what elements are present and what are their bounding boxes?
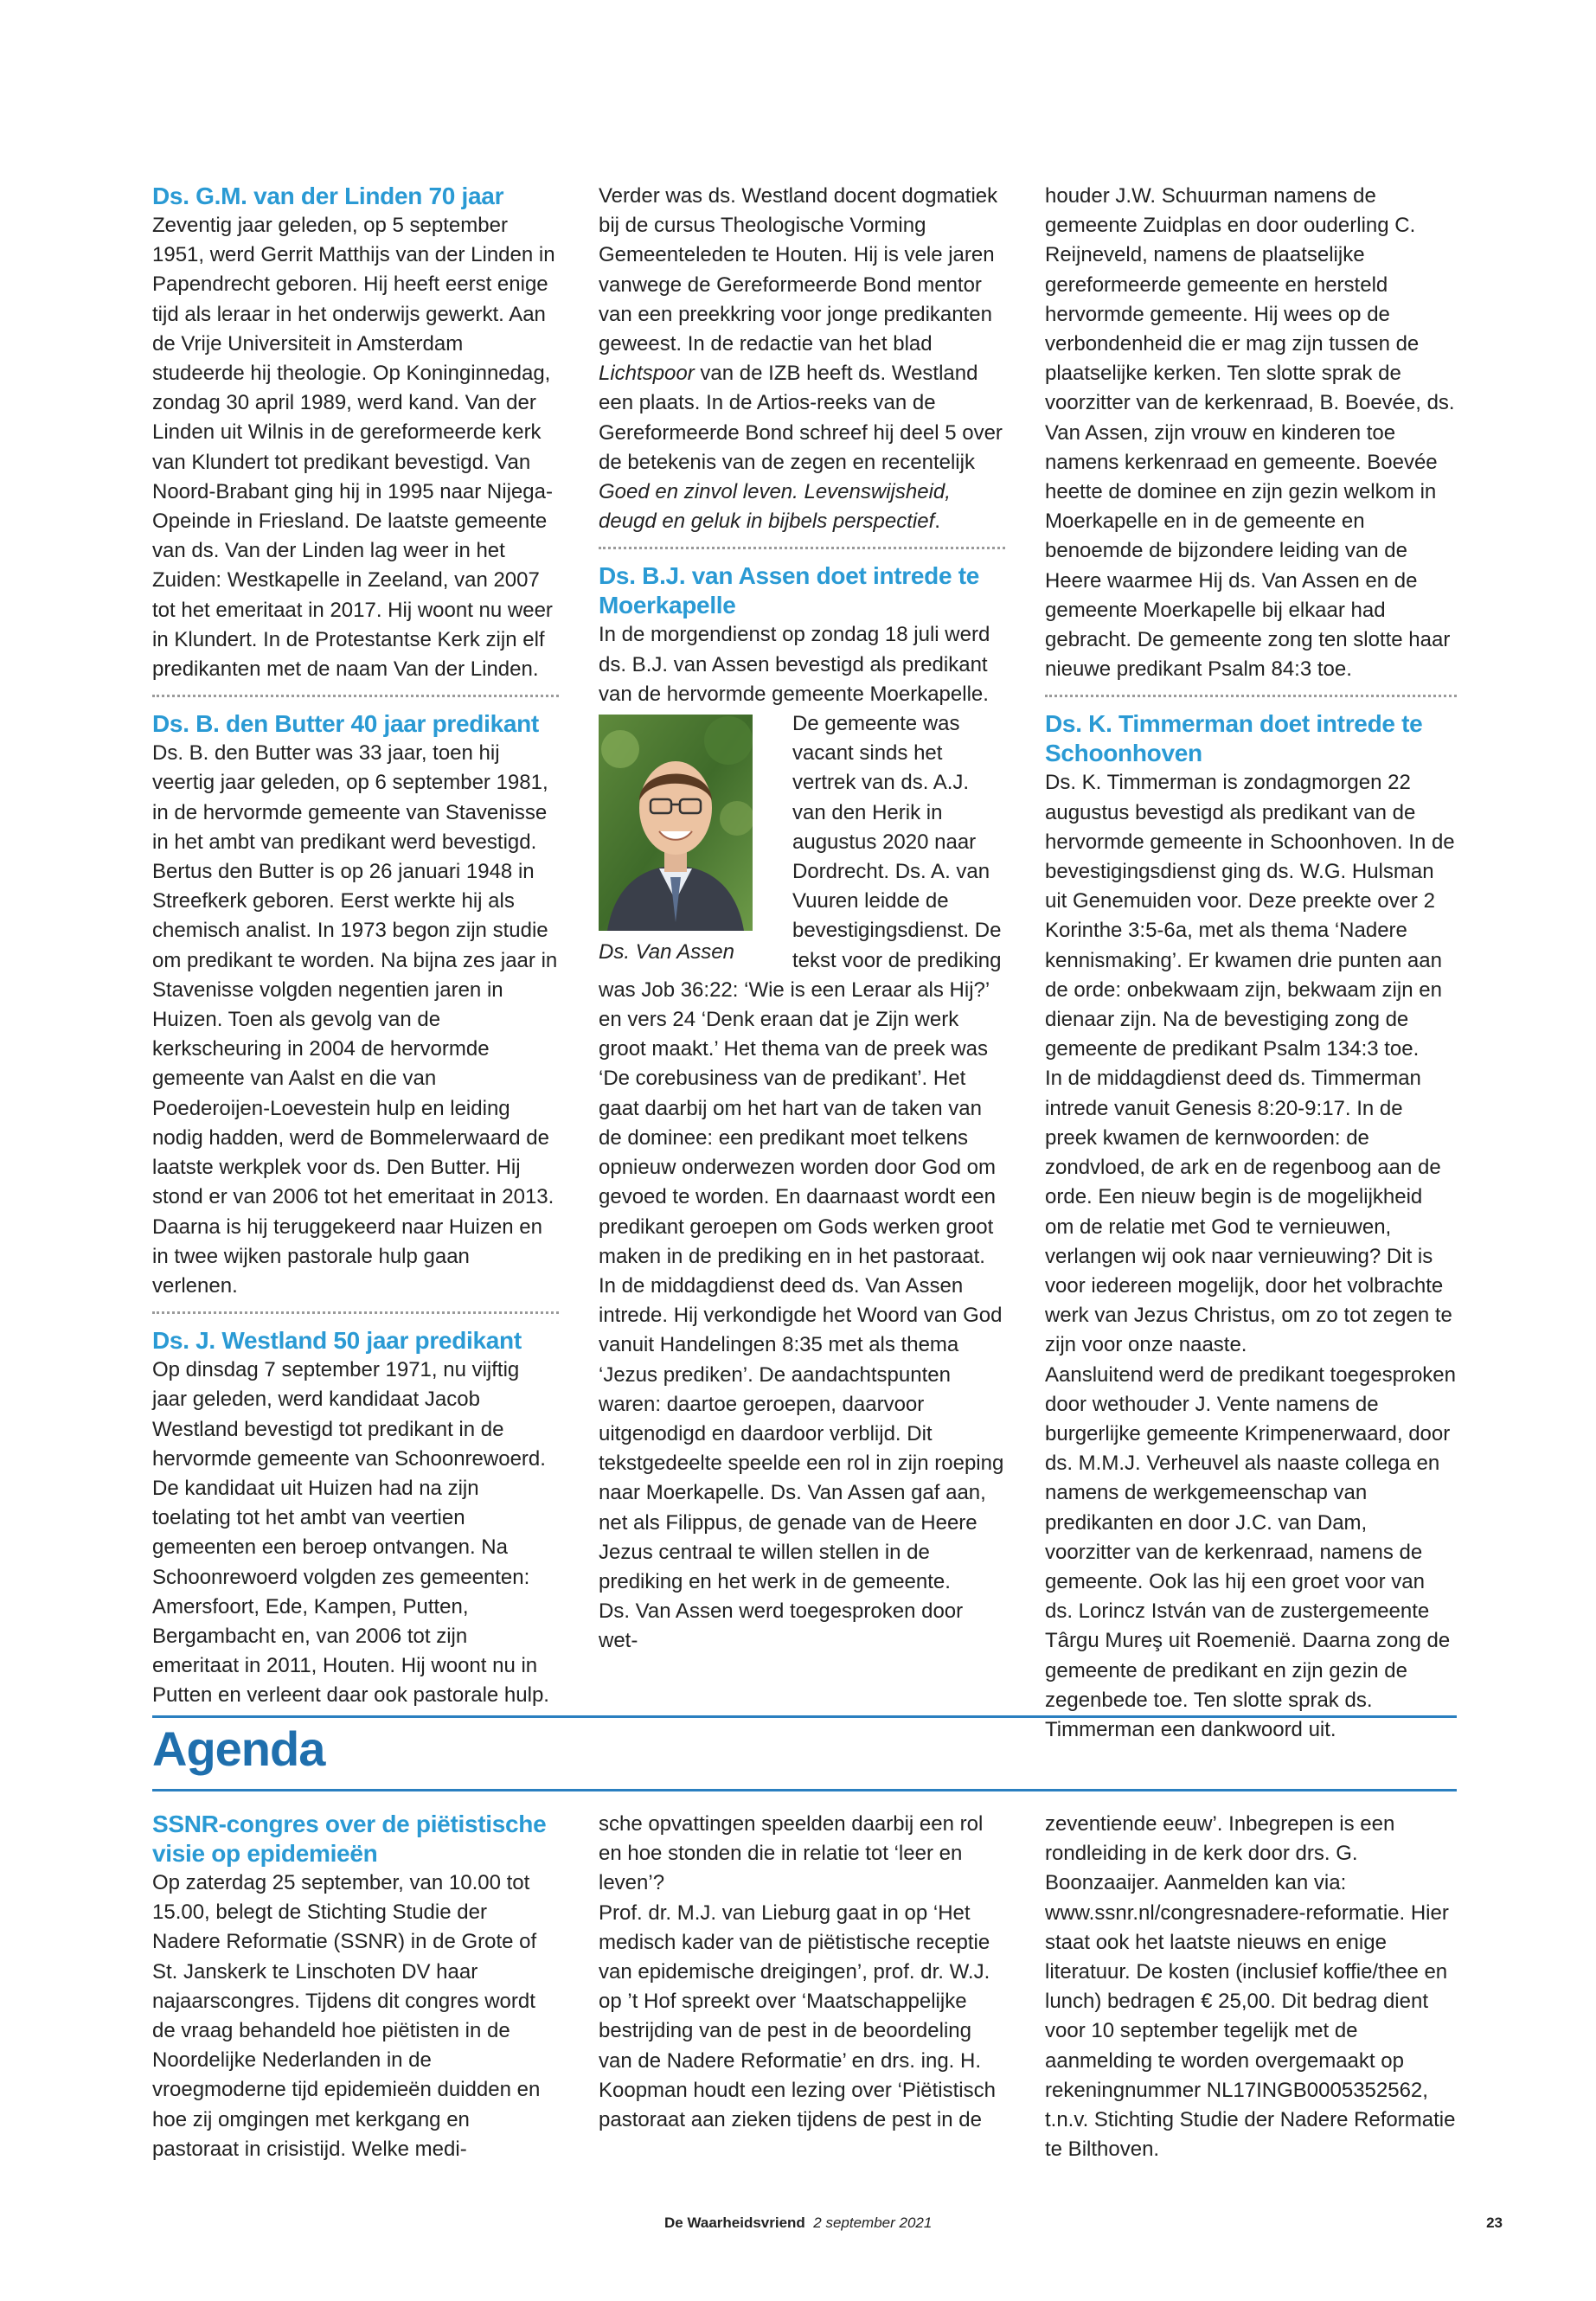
agenda-column-3 <box>1045 1810 1457 2164</box>
article-linden: Zeventig jaar geleden, op 5 september 1951, werd Gerrit Matthijs van der Linden in Papendrecht geboren. Hij heeft eerst enige tijd als leraar in het onderwijs gewerkt. Aan de Vrije Universiteit in Amsterdam studeerde hij theologie. Op Koninginnedag, zondag 30 april 1989, werd kand. Van der Linden uit Wilnis in de gereformeerde kerk van Klundert tot predikant bevestigd. Van Noord-Brabant ging hij in 1995 naar Nijega-Opeinde in Friesland. De laatste gemeente van ds. Van der Linden lag weer in het Zuiden: Westkapelle in Zeeland, van 2007 tot het emeritaat in 2017. Hij woont nu weer in Klundert. In de Protestantse Kerk zijn elf predikanten met de naam Van der Linden. <box>152 214 555 682</box>
article-van-assen: De gemeente was vacant sinds het vertrek van ds. A.J. van den Herik in augustus 2020 naar Dordrecht. Ds. A. van Vuuren leidde de bevestigingsdienst. De tekst voor de prediking was Job 36:22: ‘Wie is een Leraar als Hij?’ en vers 24 ‘Denk eraan dat je Zijn werk groot maakt.’ Het thema van de preek was ‘De corebusiness van de predikant’. Het gaat daarbij om het hart van de taken van de dominee: een predikant moet telkens opnieuw onderwezen worden door God om gevoed te worden. En daarnaast wordt een predikant geroepen om Gods werken groot maken in de prediking en in het pastoraat. <box>599 712 1002 1268</box>
heading-westland: Ds. J. Westland 50 jaar predikant <box>152 1327 522 1355</box>
book-title: Goed en zinvol leven. Levenswijsheid, deugd en geluk in bijbels perspectief <box>599 480 951 534</box>
agenda-column-1 <box>152 1810 559 2164</box>
page-number: 23 <box>1486 2214 1503 2231</box>
article-van-assen-intro: In de morgendienst op zondag 18 juli werd ds. B.J. van Assen bevestigd als predikant van de hervormde gemeente Moerkapelle. <box>599 623 990 706</box>
agenda-rule-top <box>152 1715 1457 1718</box>
article-van-assen-continued: houder J.W. Schuurman namens de gemeente Zuidplas en door ouderling C. Reijneveld, namens de plaatselijke gereformeerde gemeente en hersteld hervormde gemeente. Hij wees op de verbondenheid die er mag zijn tussen de plaatselijke kerken. Ten slotte sprak de voorzitter van de kerkenraad, B. Boevée, ds. Van Assen, zijn vrouw en kinderen toe namens kerkenraad en gemeente. Boevée heette de dominee en zijn gezin welkom in Moerkapelle en in de gemeente en benoemde de bijzondere leiding van de Heere waarmee Hij ds. Van Assen en de gemeente Moerkapelle bij elkaar had gebracht. De gemeente zong ten slotte haar nieuwe predikant Psalm 84:3 toe. <box>1045 184 1455 682</box>
heading-butter: Ds. B. den Butter 40 jaar predikant <box>152 710 539 738</box>
dotted-separator <box>152 1311 559 1314</box>
column-3 <box>1045 182 1457 1745</box>
photo-caption: Ds. Van Assen <box>599 940 734 965</box>
article-westland-continued: Verder was ds. Westland docent dogmatiek bij de cursus Theologische Vorming Gemeenteleden te Houten. Hij is vele jaren vanwege de Gereformeerde Bond mentor van een preekkring voor jonge predikanten geweest. In de redactie van het blad Lichtspoor van de IZB heeft ds. Westland een plaats. In de Artios-reeks van de Gereformeerde Bond schreef hij deel 5 over de betekenis van de zegen en recentelijk Goed en zinvol leven. Levenswijsheid, deugd en geluk in bijbels perspectief. <box>599 184 1003 534</box>
publication-lichtspoor: Lichtspoor <box>599 362 695 386</box>
agenda-text-1: Op zaterdag 25 september, van 10.00 tot 15.00, belegt de Stichting Studie der Nadere Reformatie (SSNR) in de Grote of St. Janskerk te Linschoten DV haar najaarscongres. Tijdens dit congres wordt de vraag behandeld hoe piëtisten in de Noordelijke Nederlanden in de vroegmoderne tijd epidemieën duidden en hoe zij omgingen met kerkgang en pastoraat in crisistijd. Welke medi- <box>152 1871 541 2161</box>
dotted-separator <box>599 547 1005 549</box>
heading-van-assen: Ds. B.J. van Assen doet intrede te Moerkapelle <box>599 562 980 619</box>
heading-linden: Ds. G.M. van der Linden 70 jaar <box>152 183 504 209</box>
dotted-separator <box>152 695 559 697</box>
column-2 <box>599 182 1005 1657</box>
column-1 <box>152 182 559 1711</box>
agenda-title: Agenda <box>152 1721 325 1776</box>
article-butter: Ds. B. den Butter was 33 jaar, toen hij veertig jaar geleden, op 6 september 1981, in de hervormde gemeente van Stavenisse in het ambt van predikant werd bevestigd. Bertus den Butter is op 26 januari 1948 in Streefkerk geboren. Eerst werkte hij als chemisch analist. In 1973 begon zijn studie om predikant te worden. Na bijna zes jaar in Stavenisse volgden negentien jaren in Huizen. Toen als gevolg van de kerkscheuring in 2004 de hervormde gemeente van Aalst en die van Poederoijen-Loevestein hulp en leiding nodig hadden, werd de Bommelerwaard de laatste werkplek voor ds. Den Butter. Hij stond er van 2006 tot het emeritaat in 2013. Daarna is hij teruggekeerd naar Huizen en in twee wijken pastorale hulp gaan verlenen. <box>152 741 558 1298</box>
agenda-text-2: sche opvattingen speelden daarbij een rol en hoe stonden die in relatie tot ‘leer en leven’? <box>599 1812 984 1895</box>
article-timmerman-closing: Aansluitend werd de predikant toegesproken door wethouder J. Vente namens de burgerlijke gemeente Krimpenerwaard, door ds. M.M.J. Verheuvel als naaste collega en namens de werkgemeenschap van predikanten en door J.C. van Dam, voorzitter van de kerkenraad, namens de gemeente. Ook las hij een groet voor van ds. Lorincz István van de zustergemeente Târgu Mureş uit Roemenië. Daarna zong de gemeente de predikant en zijn gezin de zegenbede toe. Ten slotte sprak ds. Timmerman een dankwoord uit. <box>1045 1362 1456 1741</box>
publication-name: De Waarheidsvriend <box>664 2214 805 2231</box>
agenda-column-2 <box>599 1810 1005 2135</box>
publication-date: 2 september 2021 <box>813 2214 933 2231</box>
agenda-rule-bottom <box>152 1789 1457 1791</box>
agenda-text-2b: Prof. dr. M.J. van Lieburg gaat in op ‘Het medisch kader van de piëtistische receptie van epidemische dreigingen’, prof. dr. W.J. op ’t Hof spreekt over ‘Maatschappelijke bestrijding van de pest in de beoordeling van de Nadere Reformatie’ en drs. ing. H. Koopman houdt een lezing over ‘Piëtistisch pastoraat aan zieken tijdens de pest in de <box>599 1900 996 2132</box>
article-timmerman-afternoon: In de middagdienst deed ds. Timmerman intrede vanuit Genesis 8:20-9:17. In de preek kwamen de kernwoorden: de zondvloed, de ark en de regenboog aan de orde. Een nieuw begin is de mogelijkheid om de relatie met God te vernieuwen, verlangen wij ook naar vernieuwing? Dit is voor iedereen mogelijk, door het volbrachte werk van Jezus Christus, om zo tot zegen te zijn voor onze naaste. <box>1045 1067 1452 1357</box>
agenda-heading: SSNR-congres over de piëtistische visie op epidemieën <box>152 1811 547 1867</box>
article-van-assen-afternoon: In de middagdienst deed ds. Van Assen intrede. Hij verkondigde het Woord van God vanuit Handelingen 8:35 met als thema ‘Jezus prediken’. De aandachtspunten waren: daartoe geroepen, daarvoor uitgenodigd en daardoor verblijd. Dit tekstgedeelte speelde een rol in zijn roeping naar Moerkapelle. Ds. Van Assen gaf aan, net als Filippus, de genade van de Heere Jezus centraal te willen stellen in de prediking en het werk in de gemeente. <box>599 1273 1004 1593</box>
portrait-photo <box>599 715 753 931</box>
article-westland: Op dinsdag 7 september 1971, nu vijftig jaar geleden, werd kandidaat Jacob Westland bevestigd tot predikant in de hervormde gemeente van Schoonrewoerd. De kandidaat uit Huizen had na zijn toelating tot het ambt van veertien gemeenten een beroep ontvangen. Na Schoonrewoerd volgden zes gemeenten: Amersfoort, Ede, Kampen, Putten, Bergambacht en, van 2006 tot zijn emeritaat in 2011, Houten. Hij woont nu in Putten en verleent daar ook pastorale hulp. <box>152 1358 549 1708</box>
article-van-assen-closing: Ds. Van Assen werd toegesproken door wet- <box>599 1599 964 1653</box>
portrait-figure <box>599 715 780 967</box>
article-timmerman: Ds. K. Timmerman is zondagmorgen 22 augustus bevestigd als predikant van de hervormde gemeente in Schoonhoven. In de bevestigingsdienst ging ds. W.G. Hulsman uit Genemuiden voor. Deze preekte over 2 Korinthe 3:5-6a, met als thema ‘Nadere kennismaking’. Er kwamen drie punten aan de orde: onbekwaam zijn, bekwaam zijn en dienaar zijn. Na de bevestiging zong de gemeente de predikant Psalm 134:3 toe. <box>1045 771 1455 1061</box>
agenda-text-3: zeventiende eeuw’. Inbegrepen is een rondleiding in de kerk door drs. G. Boonzaaijer. Aanmelden kan via: www.ssnr.nl/congresnadere-reformatie. Hier staat ook het laatste nieuws en enige literatuur. De kosten (inclusief koffie/thee en lunch) bedragen € 25,00. Dit bedrag dient voor 10 september tegelijk met de aanmelding te worden overgemaakt op rekeningnummer NL17INGB0005352562, t.n.v. Stichting Studie der Nadere Reformatie te Bilthoven. <box>1045 1812 1456 2162</box>
heading-timmerman: Ds. K. Timmerman doet intrede te Schoonhoven <box>1045 710 1423 767</box>
dotted-separator <box>1045 695 1457 697</box>
footer-publication <box>664 2214 932 2232</box>
